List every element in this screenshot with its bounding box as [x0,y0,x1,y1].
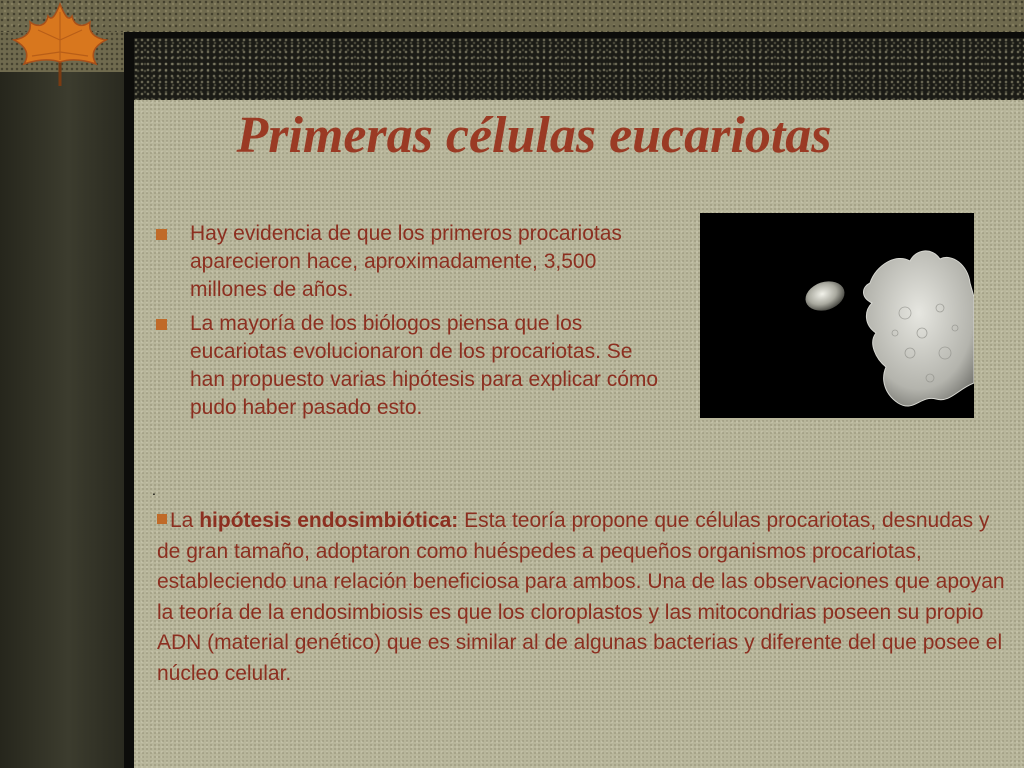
autumn-leaf-icon [8,0,112,88]
square-bullet-icon [157,514,167,524]
top-texture-band [0,0,1024,32]
cell-engulfing-illustration [700,213,974,418]
bullet-item [150,220,660,304]
header-texture [134,38,1024,100]
separator-dot: . [152,482,156,498]
square-bullet-icon [156,319,167,330]
bullet-text: La mayoría de los biólogos piensa que los eucariotas evolucionaron de los procariotas. Se han propuesto varias hipótesis para explicar cómo pudo haber pasado esto. [190,312,659,419]
bullet-text: Hay evidencia de que los primeros procariotas aparecieron hace, aproximadamente, 3,500 millones de años. [190,222,622,301]
paragraph-text: Esta teoría propone que células procariotas, desnudas y de gran tamaño, adoptaron como huéspedes a pequeños organismos procariotas, estableciendo una relación beneficiosa para ambos. Una de las observaciones que apoyan la teoría de la endosimbiosis es que los cloroplastos y las mitocondrias poseen su propio ADN (material genético) que es similar al de algunas bacterias y diferente del que posee el núcleo celular. [157,509,1005,685]
bullet-item [150,310,660,422]
square-bullet-icon [156,229,167,240]
endosymbiotic-paragraph [157,506,1007,689]
paragraph-term: hipótesis endosimbiótica: [199,509,459,532]
slide-title: Primeras células eucariotas [236,107,832,164]
paragraph-lead: La [170,509,194,532]
left-sidebar-column [0,72,124,768]
bullet-list [150,220,660,428]
